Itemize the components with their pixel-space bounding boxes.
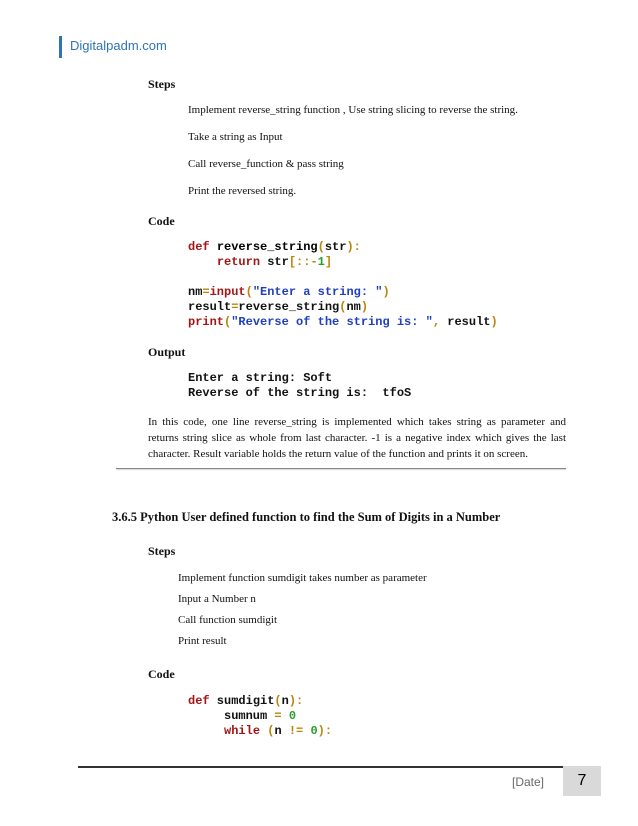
footer-date: [Date] — [512, 775, 545, 789]
code-block-reverse: def reverse_string(str): return str[::-1] nm=input("Enter a string: ") result=reverse_string(nm) print("Reverse of the string is: ", result) — [188, 240, 498, 329]
section-divider — [116, 468, 566, 469]
step-item: Take a string as Input — [188, 131, 283, 143]
step-item: Implement reverse_string function , Use string slicing to reverse the string. — [188, 104, 518, 116]
step-item: Print the reversed string. — [188, 185, 297, 197]
step-item: Call reverse_function & pass string — [188, 158, 344, 170]
code-heading: Code — [148, 667, 175, 681]
output-heading: Output — [148, 345, 186, 359]
step-item: Print result — [178, 635, 227, 647]
output-line: Reverse of the string is: tfoS — [188, 386, 412, 400]
step-item: Call function sumdigit — [178, 614, 277, 626]
footer-rule — [78, 766, 601, 768]
site-header: Digitalpadm.com — [70, 38, 167, 53]
explanation-paragraph: In this code, one line reverse_string is implemented which takes string as parameter and returns string slice as whole from last character. -1 is a negative index which gives the last character. Result variable holds the return value of the function and prints it on screen. — [148, 416, 566, 460]
code-heading: Code — [148, 214, 175, 228]
steps-heading: Steps — [148, 77, 176, 91]
steps-heading: Steps — [148, 544, 176, 558]
output-line: Enter a string: Soft — [188, 371, 333, 385]
page-number: 7 — [577, 772, 587, 789]
header-accent-bar — [59, 36, 62, 58]
step-item: Input a Number n — [178, 593, 256, 605]
section-title: 3.6.5 Python User defined function to find the Sum of Digits in a Number — [112, 510, 501, 524]
code-block-sumdigit: def sumdigit(n): sumnum = 0 while (n != 0): — [188, 694, 333, 738]
step-item: Implement function sumdigit takes number as parameter — [178, 572, 427, 584]
page-number-box — [563, 766, 601, 796]
